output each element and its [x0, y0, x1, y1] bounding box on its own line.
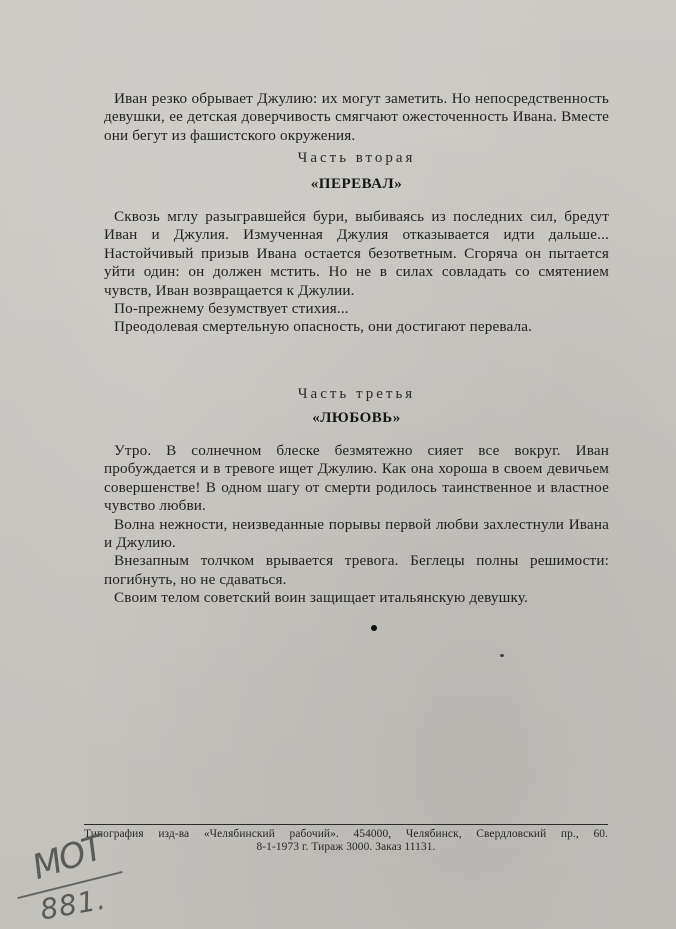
part-three-title: «ЛЮБОВЬ» [312, 410, 401, 426]
part-three-header [104, 386, 609, 403]
intro-paragraph: Иван резко обрывает Джулию: их могут заметить. Но непосредственность девушки, ее детская доверчивость смягчают ожесточенность Ивана. Вместе они бегут из фашистского окружения. [104, 90, 609, 144]
part-three-paragraph: Волна нежности, неизведанные порывы первой любви захлестнули Ивана и Джулию. [104, 515, 609, 552]
part-two-title-wrap [104, 176, 609, 193]
part-three-label: Часть третья [297, 386, 416, 402]
handwritten-note-top: МОТ [27, 828, 108, 888]
imprint-line-1: Типография изд-ва «Челябинский рабочий». 454000, Челябинск, Свердловский пр., 60. [84, 828, 608, 840]
intro-section [104, 90, 609, 145]
part-three-paragraph: Утро. В солнечном блеске безмятежно сияет все вокруг. Иван пробуждается и в тревоге ищет Джулию. Как она хороша в своем девичьем совершенстве! В одном шагу от смерти родилось таинственное и властное чувство любви. [104, 442, 609, 515]
part-three-body [104, 442, 609, 608]
part-two-paragraph: Преодолевая смертельную опасность, они достигают перевала. [114, 318, 533, 336]
ink-speck [500, 654, 504, 657]
ink-speck [371, 625, 377, 631]
part-three-paragraph: Своим телом советский воин защищает итальянскую девушку. [114, 589, 528, 607]
part-two-title: «ПЕРЕВАЛ» [310, 176, 403, 192]
imprint-divider [84, 824, 608, 825]
part-two-header [104, 150, 609, 167]
handwritten-note-bottom: 881. [37, 882, 109, 927]
part-two-label: Часть вторая [297, 150, 416, 166]
part-three-paragraph: Внезапным толчком врывается тревога. Беглецы полны решимости: погибнуть, но не сдаваться. [104, 552, 609, 588]
part-two-body [104, 208, 609, 337]
handwritten-catalog-note [10, 828, 120, 927]
part-two-paragraph: Сквозь мглу разыгравшейся бури, выбиваясь из последних сил, бредут Иван и Джулия. Измученная Джулия отказывается идти дальше... Настойчивый призыв Ивана остается безответным. Сгоряча он пытается уйти один: он должен мстить. Но не в силах совладать со смятением чувств, Иван возвращается к Джулии. [104, 208, 609, 299]
printing-imprint [84, 828, 608, 854]
part-two-paragraph: По-прежнему безумствует стихия... [114, 300, 349, 318]
part-three-title-wrap [104, 410, 609, 427]
imprint-line-2: 8-1-1973 г. Тираж 3000. Заказ 11131. [256, 841, 436, 853]
